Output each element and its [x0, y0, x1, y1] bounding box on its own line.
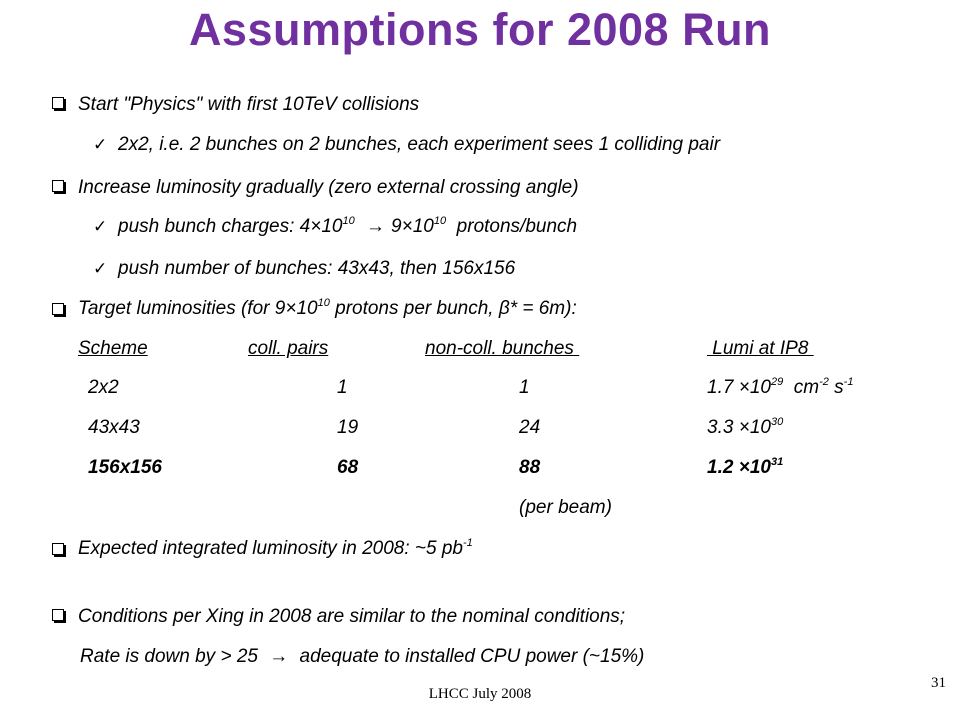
- square-bullet-icon: [52, 97, 64, 109]
- table-cell-coll: 68: [337, 457, 359, 478]
- rate-down-text: Rate is down by > 25: [80, 646, 258, 667]
- checkmark-icon: ✓: [93, 259, 108, 279]
- sub-bullet-2x2: 2x2, i.e. 2 bunches on 2 bunches, each experiment sees 1 colliding pair: [118, 134, 721, 155]
- arrow-icon: →: [366, 216, 386, 237]
- table-header-scheme: Scheme: [78, 338, 148, 359]
- bullet-start-physics: Start "Physics" with first 10TeV collisions: [78, 94, 420, 115]
- times-symbol: ×: [310, 216, 322, 237]
- sub-bullet-bunch-charges: [118, 216, 577, 238]
- table-cell-scheme: 156x156: [88, 457, 162, 478]
- exponent: -1: [843, 376, 854, 388]
- times-symbol: ×: [738, 377, 750, 398]
- ten-text: 10: [321, 216, 343, 237]
- sub-bullet-number-of-bunches: push number of bunches: 43x43, then 156x156: [118, 258, 516, 279]
- table-cell-scheme: 2x2: [88, 377, 119, 398]
- times-symbol: ×: [738, 457, 750, 478]
- square-bullet-icon: [52, 609, 64, 621]
- ten-text: 10: [749, 457, 771, 478]
- lumi-mantissa: 3.3: [707, 417, 734, 438]
- times-symbol: ×: [401, 216, 413, 237]
- bullet-increase-luminosity: Increase luminosity gradually (zero external crossing angle): [78, 177, 579, 198]
- table-header-noncoll-bunches: non-coll. bunches: [425, 338, 580, 359]
- bullet-conditions-per-xing: Conditions per Xing in 2008 are similar to the nominal conditions;: [78, 606, 626, 627]
- table-cell-noncoll: 24: [519, 417, 541, 438]
- table-cell-noncoll: 88: [519, 457, 541, 478]
- footer-text: LHCC July 2008: [428, 686, 532, 702]
- exponent: -2: [819, 376, 829, 388]
- bunch-charges-text: push bunch charges: 4: [118, 216, 311, 237]
- table-cell-scheme: 43x43: [88, 417, 140, 438]
- checkmark-icon: ✓: [93, 135, 108, 155]
- slide-title: Assumptions for 2008 Run: [188, 4, 772, 55]
- table-header-coll-pairs: coll. pairs: [248, 338, 329, 359]
- lumi-mantissa: 1.2: [707, 457, 734, 478]
- expected-lumi-text: Expected integrated luminosity in 2008: ~5 pb: [78, 538, 464, 559]
- table-cell-lumi: [707, 417, 783, 439]
- exponent: 10: [342, 215, 355, 227]
- ten-text: 10: [749, 377, 771, 398]
- exponent: 10: [433, 215, 447, 227]
- exponent: 30: [770, 416, 784, 428]
- ten-text: 10: [412, 216, 434, 237]
- times-symbol: ×: [285, 298, 297, 319]
- bullet-rate-continuation: [80, 646, 644, 668]
- lumi-mantissa: 1.7: [707, 377, 734, 398]
- nine-text: 9: [391, 216, 402, 237]
- ten-text: 10: [296, 298, 318, 319]
- exponent: 29: [770, 376, 784, 388]
- square-bullet-icon: [52, 543, 64, 555]
- protons-per-bunch-text: protons/bunch: [456, 216, 578, 237]
- square-bullet-icon: [52, 180, 64, 192]
- target-lumi-text: Target luminosities (for 9: [78, 298, 286, 319]
- cm-unit: cm: [793, 377, 820, 398]
- table-header-lumi: Lumi at IP8: [707, 338, 814, 359]
- ten-text: 10: [749, 417, 771, 438]
- table-cell-noncoll: 1: [519, 377, 530, 398]
- exponent: 31: [770, 456, 784, 468]
- table-cell-lumi: [707, 377, 853, 399]
- page-number: 31: [931, 675, 946, 691]
- table-cell-coll: 19: [337, 417, 359, 438]
- checkmark-icon: ✓: [93, 217, 108, 237]
- square-bullet-icon: [52, 303, 64, 315]
- bullet-expected-integrated-luminosity: [78, 538, 473, 560]
- table-cell-coll: 1: [337, 377, 348, 398]
- arrow-icon: →: [269, 646, 289, 667]
- bullet-target-luminosities: [78, 298, 577, 320]
- cpu-power-text: adequate to installed CPU power (~15%): [299, 646, 645, 667]
- s-unit: s: [834, 377, 844, 398]
- target-lumi-text-end: protons per bunch, β* = 6m):: [335, 298, 577, 319]
- exponent: -1: [463, 537, 473, 549]
- table-note-per-beam: (per beam): [519, 497, 612, 518]
- times-symbol: ×: [738, 417, 750, 438]
- table-cell-lumi: [707, 457, 783, 479]
- exponent: 10: [317, 297, 330, 309]
